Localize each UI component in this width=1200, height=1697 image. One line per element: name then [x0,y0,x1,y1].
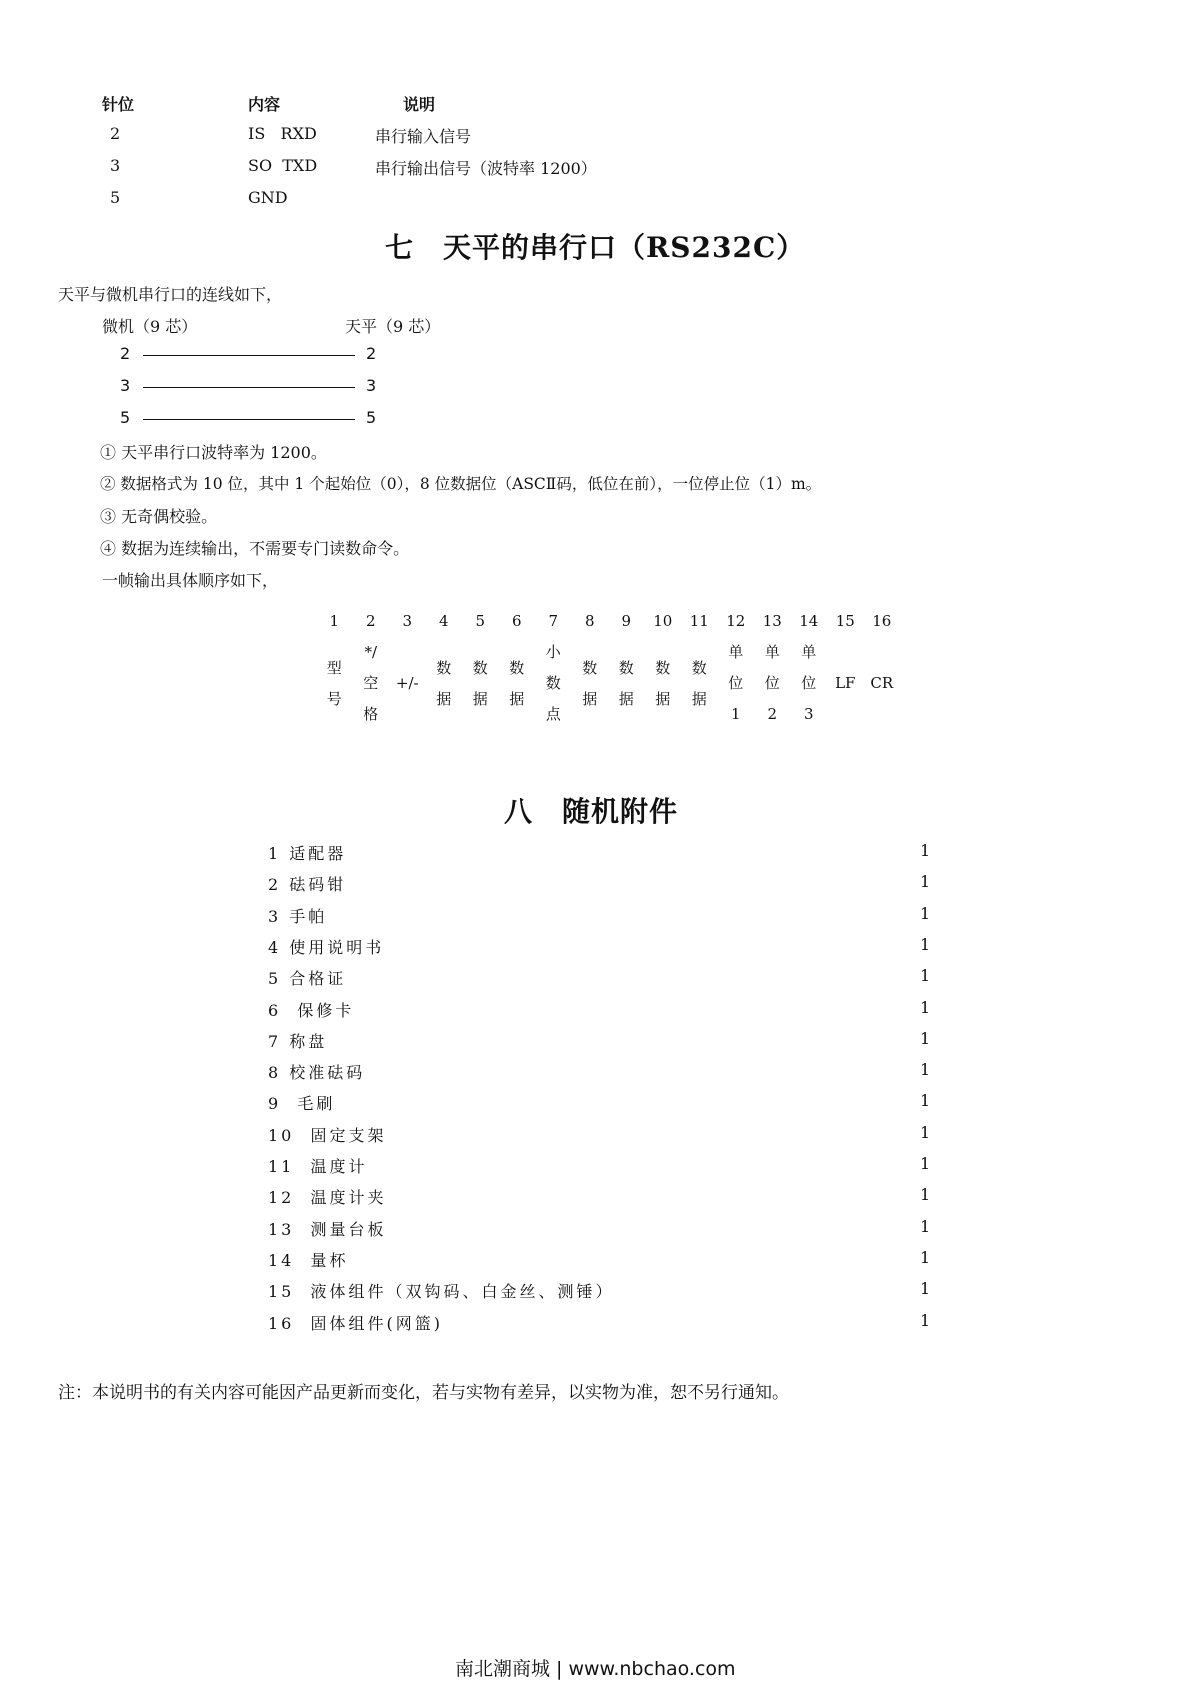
frame-label-line: 位 [728,674,744,692]
frame-label [572,637,609,730]
frame-label-line: 点 [545,705,561,723]
frame-label [316,637,353,730]
wire-left-pin: 2 [120,344,131,363]
accessory-qty: 1 [920,934,931,954]
accessory-qty: 1 [920,1154,931,1173]
frame-label-line: LF [835,674,856,692]
frame-label-line: 据 [655,689,671,708]
frame-number: 2 [365,612,376,630]
note-item: ② 数据格式为 10 位，其中 1 个起始位（0），8 位数据位（ASCⅡ码，低位在前），一位停止位（1）m。 [100,475,822,493]
frame-number: 8 [584,612,595,630]
accessory-name: 6 保修卡 [268,1000,355,1020]
accessory-name: 16 固体组件(网篮) [268,1313,444,1333]
frame-label-line: 1 [730,705,741,723]
desc-cell: 串行输出信号（波特率 1200） [375,159,597,178]
frame-label [499,637,536,730]
accessory-qty: 1 [920,1247,931,1267]
accessory-name: 5 合格证 [268,969,347,989]
frame-label-line: 数 [691,658,707,677]
accessory-name: 4 使用说明书 [268,937,385,957]
frame-label [681,637,718,730]
desc-cell: 串行输入信号 [375,127,472,146]
accessory-name: 11 温度计 [268,1157,368,1176]
frame-number: 12 [726,612,746,630]
desc-header: 说明 [403,95,436,114]
accessory-name: 13 测量台板 [268,1219,387,1239]
frame-intro: 一帧输出具体顺序如下， [102,571,279,590]
frame-number: 10 [653,612,673,630]
footer-brand: 南北潮商城 | www.nbchao.com [455,1658,736,1680]
balance-label: 天平（9 芯） [345,317,441,336]
frame-number: 6 [511,612,522,630]
frame-number: 15 [835,612,855,630]
section-7-intro: 天平与微机串行口的连线如下， [58,285,283,304]
accessory-name: 10 固定支架 [268,1125,387,1145]
accessory-qty: 1 [920,841,931,860]
disclaimer-note: 注：本说明书的有关内容可能因产品更新而变化，若与实物有差异，以实物为准，恕不另行通知。 [58,1383,789,1403]
frame-label-line: 空 [363,674,379,692]
frame-order-table [316,606,900,730]
frame-label-line: 单 [764,643,780,661]
frame-label-line: CR [870,674,894,692]
frame-label-line: 据 [618,689,634,708]
accessory-name: 8 校准砝码 [268,1063,366,1083]
frame-label [535,637,572,730]
frame-label-line: 号 [326,689,342,708]
frame-label [462,637,499,730]
frame-label-line: 数 [545,674,561,692]
frame-label [645,637,682,730]
frame-number: 7 [548,612,559,630]
accessory-name: 7 称盘 [268,1031,328,1051]
frame-label [791,637,828,730]
frame-label [608,637,645,730]
accessory-name: 9 毛刷 [268,1094,336,1114]
frame-label [827,637,864,730]
accessory-name: 15 液体组件（双钩码、白金丝、测锤） [268,1282,615,1302]
frame-label-line: 格 [363,705,379,723]
frame-label-line: 数 [655,658,671,677]
pin-header: 针位 [102,95,135,114]
accessory-qty: 1 [920,1216,931,1236]
frame-label-line: 2 [767,705,778,723]
frame-number: 11 [689,612,709,630]
frame-label-line: 单 [801,643,817,661]
frame-label [864,637,901,730]
wire-line [143,387,355,388]
wire-right-pin: 5 [366,408,377,427]
frame-label-line: 数 [582,658,598,677]
note-item: ① 天平串行口波特率为 1200。 [100,443,327,462]
frame-number: 14 [799,612,819,630]
frame-label [718,637,755,730]
frame-number: 3 [402,612,413,630]
frame-label-line: 据 [582,689,598,708]
frame-number: 4 [438,612,449,630]
frame-label-line: 位 [801,674,817,692]
note-item: ③ 无奇偶校验。 [100,507,218,526]
accessory-name: 12 温度计夹 [268,1188,387,1208]
frame-label-line: 型 [326,658,342,677]
content-cell: SO TXD [248,156,318,175]
frame-label-line: +/- [395,674,419,692]
frame-label-line: 据 [509,689,525,708]
frame-label-line: 数 [436,658,452,677]
pin-cell: 3 [110,156,121,175]
pc-label: 微机（9 芯） [102,317,198,336]
frame-number: 16 [872,612,892,630]
frame-label [389,637,426,730]
frame-label-line: 数 [509,658,525,677]
accessory-name: 3 手帕 [268,906,328,926]
frame-number-row [316,606,900,637]
accessory-qty: 1 [920,1279,931,1299]
accessory-qty: 1 [920,1091,931,1111]
frame-label-line: 位 [764,674,780,692]
frame-label-line: 单 [728,643,744,661]
frame-label-line: 据 [472,689,488,708]
accessory-qty: 1 [920,1310,931,1330]
wire-left-pin: 3 [120,376,131,395]
frame-label-row [316,637,900,730]
accessory-name: 2 砝码钳 [268,875,347,895]
frame-label-line: 据 [691,689,707,708]
accessory-name: 14 量杯 [268,1250,349,1270]
pin-cell: 5 [110,188,121,207]
frame-label-line: 据 [436,689,452,708]
frame-number: 1 [329,612,340,630]
wire-left-pin: 5 [120,408,131,427]
frame-number: 9 [621,612,632,630]
section-7-title: 七 天平的串行口（RS232C） [385,231,806,264]
frame-label [353,637,390,730]
accessory-qty: 1 [920,1060,931,1080]
accessory-qty: 1 [920,966,931,986]
accessory-qty: 1 [920,1028,931,1048]
frame-number: 13 [762,612,782,630]
frame-label-line: */ [364,643,378,661]
accessory-qty: 1 [920,903,931,923]
frame-label-line: 数 [472,658,488,677]
content-cell: GND [248,188,288,207]
accessory-name: 1 适配器 [268,844,347,863]
content-header: 内容 [248,95,281,114]
wire-right-pin: 2 [366,344,377,363]
wire-line [143,355,355,356]
pin-cell: 2 [110,124,121,143]
accessory-qty: 1 [920,872,931,892]
frame-label-line: 3 [803,705,814,723]
wire-right-pin: 3 [366,376,377,395]
note-item: ④ 数据为连续输出，不需要专门读数命令。 [100,539,410,558]
wire-line [143,419,355,420]
accessory-qty: 1 [920,997,931,1017]
frame-label [754,637,791,730]
frame-number: 5 [475,612,486,630]
accessory-qty: 1 [920,1185,931,1205]
frame-label-line: 小 [545,643,561,661]
frame-label-line: 数 [618,658,634,677]
accessory-qty: 1 [920,1122,931,1142]
frame-label [426,637,463,730]
content-cell: IS RXD [248,124,317,143]
section-8-title: 八 随机附件 [504,795,679,828]
